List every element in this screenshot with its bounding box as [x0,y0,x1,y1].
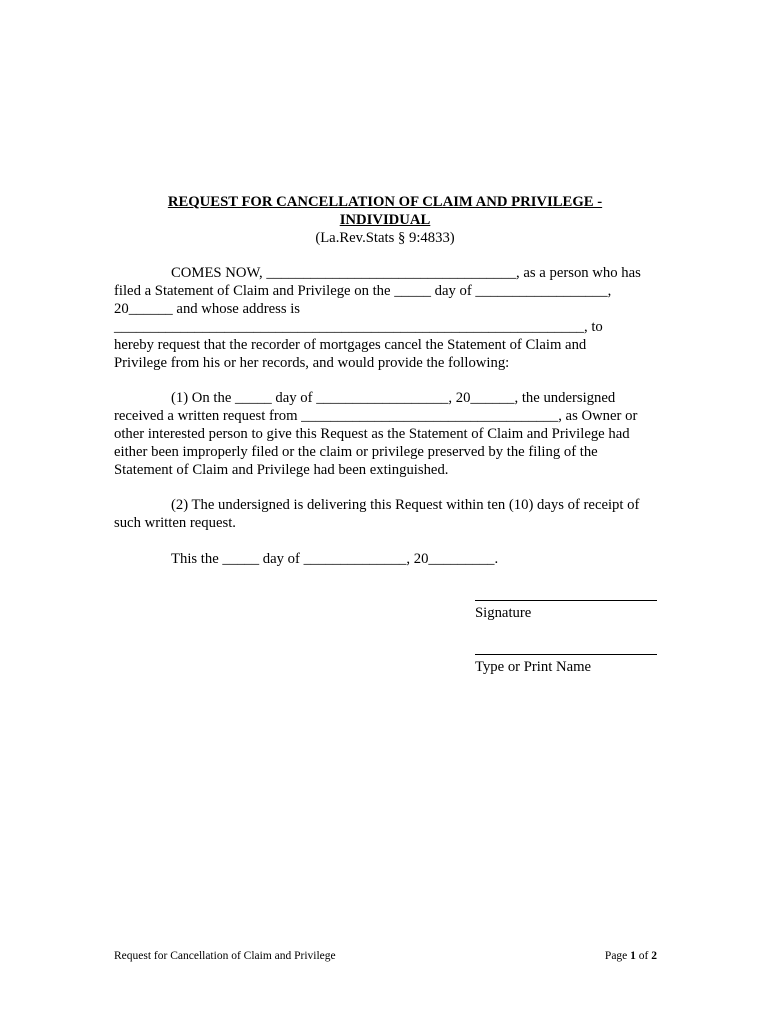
page-of: of [635,950,652,962]
document-title-line-1: REQUEST FOR CANCELLATION OF CLAIM AND PRIVILEGE - [167,194,603,210]
document-title-line-2: INDIVIDUAL [339,212,431,228]
body-line: received a written request from ___________________________________, as Owner or [114,408,638,424]
body-line: Statement of Claim and Privilege had been extinguished. [114,462,449,478]
body-line: 20______ and whose address is [114,301,301,317]
page-prefix: Page [604,950,631,962]
body-line: ________________________________________________________________, to [114,319,603,335]
body-line: such written request. [114,515,236,531]
print-name-rule [475,654,657,655]
print-name-label: Type or Print Name [475,659,592,675]
document-header [114,193,656,247]
date-line: This the _____ day of ______________, 20_________. [171,551,499,567]
page-total: 2 [651,950,657,962]
body-line: Privilege from his or her records, and would provide the following: [114,355,510,371]
body-line: other interested person to give this Request as the Statement of Claim and Privilege had [114,426,630,442]
body-line: (1) On the _____ day of __________________, 20______, the undersigned [171,390,616,406]
body-line: either been improperly filed or the claim or privilege preserved by the filing of the [114,444,598,460]
footer-title: Request for Cancellation of Claim and Privilege [114,950,336,962]
page-current: 1 [630,950,636,962]
body-line: hereby request that the recorder of mortgages cancel the Statement of Claim and [114,337,587,353]
signature-rule [475,600,657,601]
statute-citation: (La.Rev.Stats § 9:4833) [315,230,455,246]
signature-label: Signature [475,605,532,621]
body-line: COMES NOW, __________________________________, as a person who has [171,265,641,281]
page-number [605,948,657,964]
body-line: (2) The undersigned is delivering this Request within ten (10) days of receipt of [171,497,640,513]
body-line: filed a Statement of Claim and Privilege on the _____ day of __________________, [114,283,612,299]
